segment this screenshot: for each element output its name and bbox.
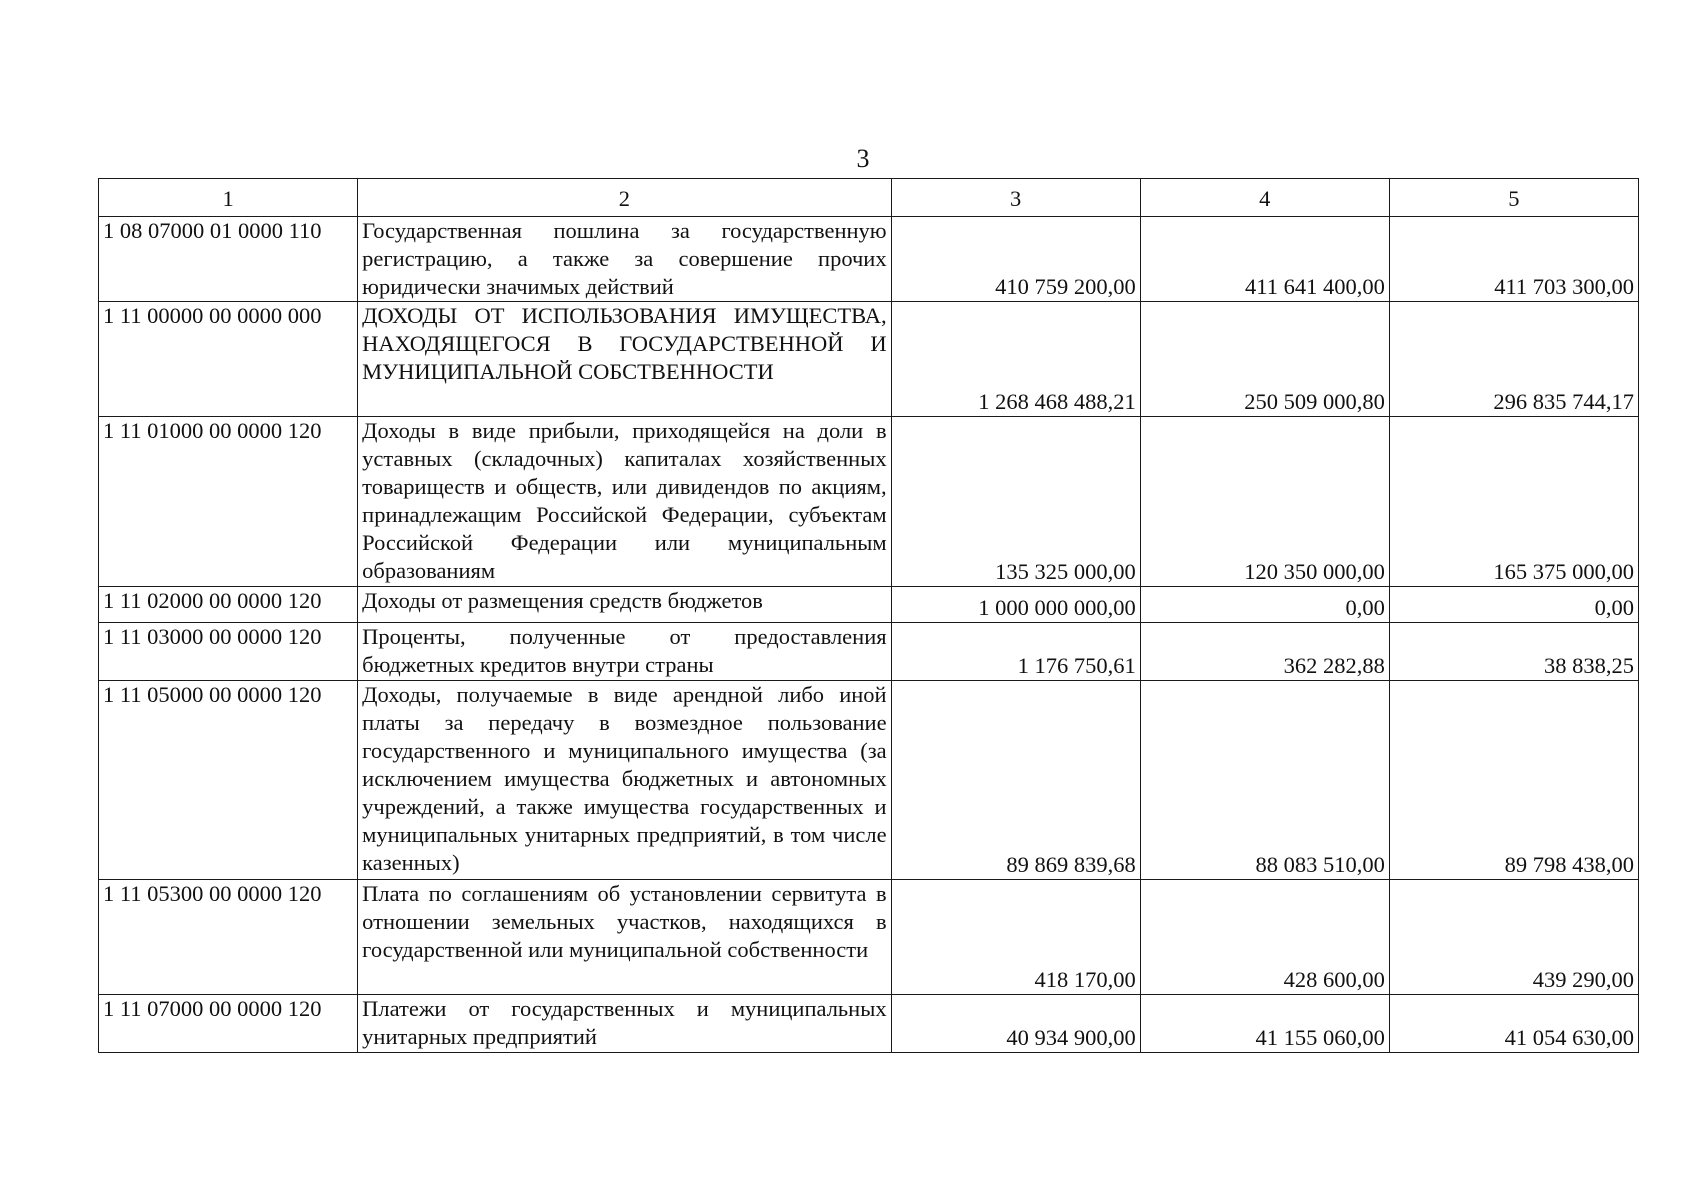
amount-col3: 89 869 839,68 <box>891 681 1140 880</box>
revenue-name: Доходы в виде прибыли, приходящейся на доли в уставных (складочных) капиталах хозяйственных товариществ и обществ, или дивидендов по акциям, принадлежащим Российской Федерации, субъектам Российской Федерации или муниципальным образованиям <box>358 417 891 587</box>
table-row <box>99 623 1639 681</box>
amount-col4: 41 155 060,00 <box>1140 995 1389 1053</box>
column-header: 5 <box>1389 179 1638 217</box>
budget-code: 1 11 00000 00 0000 000 <box>99 302 358 417</box>
amount-col3: 418 170,00 <box>891 880 1140 995</box>
amount-col5: 165 375 000,00 <box>1389 417 1638 587</box>
column-header: 1 <box>99 179 358 217</box>
page-number: 3 <box>856 144 870 173</box>
amount-col3: 1 268 468 488,21 <box>891 302 1140 417</box>
amount-col3: 410 759 200,00 <box>891 217 1140 302</box>
amount-col5: 38 838,25 <box>1389 623 1638 681</box>
budget-revenue-table <box>98 178 1639 1053</box>
amount-col4: 411 641 400,00 <box>1140 217 1389 302</box>
revenue-name: Доходы от размещения средств бюджетов <box>358 587 891 623</box>
budget-code: 1 11 05000 00 0000 120 <box>99 681 358 880</box>
amount-col4: 362 282,88 <box>1140 623 1389 681</box>
revenue-name: Платежи от государственных и муниципальных унитарных предприятий <box>358 995 891 1053</box>
amount-col3: 40 934 900,00 <box>891 995 1140 1053</box>
amount-col4: 250 509 000,80 <box>1140 302 1389 417</box>
column-header: 4 <box>1140 179 1389 217</box>
column-header: 2 <box>358 179 891 217</box>
column-header: 3 <box>891 179 1140 217</box>
table-row <box>99 587 1639 623</box>
amount-col4: 120 350 000,00 <box>1140 417 1389 587</box>
amount-col3: 135 325 000,00 <box>891 417 1140 587</box>
revenue-name: Плата по соглашениям об установлении сервитута в отношении земельных участков, находящихся в государственной или муниципальной собственности <box>358 880 891 995</box>
budget-code: 1 11 05300 00 0000 120 <box>99 880 358 995</box>
revenue-name: Проценты, полученные от предоставления бюджетных кредитов внутри страны <box>358 623 891 681</box>
budget-code: 1 11 03000 00 0000 120 <box>99 623 358 681</box>
budget-code: 1 11 01000 00 0000 120 <box>99 417 358 587</box>
amount-col5: 89 798 438,00 <box>1389 681 1638 880</box>
amount-col5: 411 703 300,00 <box>1389 217 1638 302</box>
table-row <box>99 681 1639 880</box>
amount-col4: 88 083 510,00 <box>1140 681 1389 880</box>
table-row <box>99 302 1639 417</box>
amount-col5: 41 054 630,00 <box>1389 995 1638 1053</box>
amount-col4: 0,00 <box>1140 587 1389 623</box>
budget-code: 1 11 02000 00 0000 120 <box>99 587 358 623</box>
amount-col3: 1 176 750,61 <box>891 623 1140 681</box>
table-row <box>99 417 1639 587</box>
header-row <box>99 179 1639 217</box>
budget-code: 1 08 07000 01 0000 110 <box>99 217 358 302</box>
table-row <box>99 995 1639 1053</box>
revenue-name: Государственная пошлина за государственную регистрацию, а также за совершение прочих юридически значимых действий <box>358 217 891 302</box>
budget-code: 1 11 07000 00 0000 120 <box>99 995 358 1053</box>
amount-col5: 439 290,00 <box>1389 880 1638 995</box>
revenue-name: ДОХОДЫ ОТ ИСПОЛЬЗОВАНИЯ ИМУЩЕСТВА, НАХОДЯЩЕГОСЯ В ГОСУДАРСТВЕННОЙ И МУНИЦИПАЛЬНОЙ СОБСТВЕННОСТИ <box>358 302 891 417</box>
amount-col5: 296 835 744,17 <box>1389 302 1638 417</box>
table-row <box>99 880 1639 995</box>
amount-col4: 428 600,00 <box>1140 880 1389 995</box>
revenue-name: Доходы, получаемые в виде арендной либо иной платы за передачу в возмездное пользование государственного и муниципального имущества (за исключением имущества бюджетных и автономных учреждений, а также имущества государственных и муниципальных унитарных предприятий, в том числе казенных) <box>358 681 891 880</box>
amount-col5: 0,00 <box>1389 587 1638 623</box>
amount-col3: 1 000 000 000,00 <box>891 587 1140 623</box>
table-row <box>99 217 1639 302</box>
